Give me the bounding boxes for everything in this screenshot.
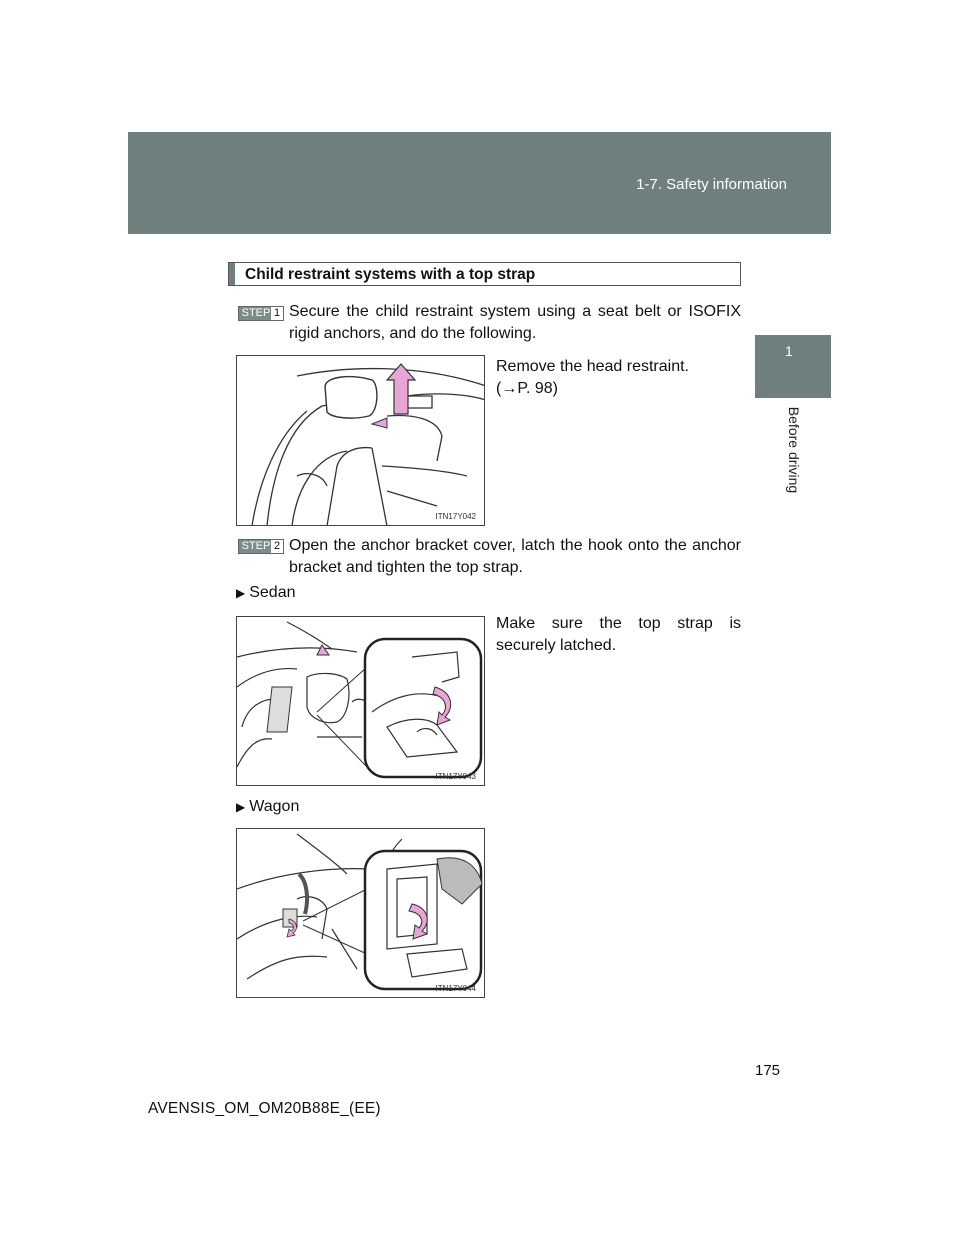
step-1-text: Secure the child restraint system using a seat belt or ISOFIX rigid anchors, and do the following. (289, 303, 741, 342)
side-tab-label-text: Before driving (786, 406, 802, 494)
chapter-title: 1-7. Safety information (636, 176, 787, 193)
figure-1-caption-line-2: (→P. 98) (496, 380, 558, 397)
side-tab (755, 335, 831, 398)
section-heading-text: Child restraint systems with a top strap (245, 266, 536, 283)
step-2-text: Open the anchor bracket cover, latch the hook onto the anchor bracket and tighten the top strap. (289, 537, 741, 576)
header-band (128, 132, 831, 234)
step-2-badge (238, 539, 284, 554)
bullet-triangle-icon: ▶ (236, 800, 246, 814)
side-tab-number: 1 (785, 343, 793, 359)
figure-head-restraint (236, 355, 485, 526)
document-footer: AVENSIS_OM_OM20B88E_(EE) (148, 1100, 381, 1117)
step-1-number: 1 (271, 307, 283, 320)
bullet-triangle-icon: ▶ (236, 586, 246, 600)
page-number: 175 (755, 1062, 781, 1079)
wagon-label-text: Wagon (249, 798, 300, 815)
section-heading (228, 262, 741, 286)
step-2-label: STEP (239, 540, 273, 553)
figure-sedan (236, 616, 485, 786)
figure-sedan-code: ITN17Y043 (435, 772, 476, 781)
sedan-label (236, 584, 296, 602)
wagon-anchor-illustration (237, 829, 485, 998)
sedan-anchor-illustration (237, 617, 485, 786)
side-tab-label (774, 395, 814, 505)
sedan-caption: Make sure the top strap is securely latched. (496, 615, 741, 654)
wagon-label (236, 798, 299, 816)
step-1-label: STEP (239, 307, 273, 320)
step-2-number: 2 (271, 540, 283, 553)
sedan-label-text: Sedan (249, 584, 296, 601)
step-1-badge (238, 306, 284, 321)
figure-wagon-code: ITN17Y044 (435, 984, 476, 993)
figure-1-caption-line-1: Remove the head restraint. (496, 358, 689, 375)
figure-1-code: ITN17Y042 (435, 512, 476, 521)
figure-wagon (236, 828, 485, 998)
head-restraint-illustration (237, 356, 485, 526)
